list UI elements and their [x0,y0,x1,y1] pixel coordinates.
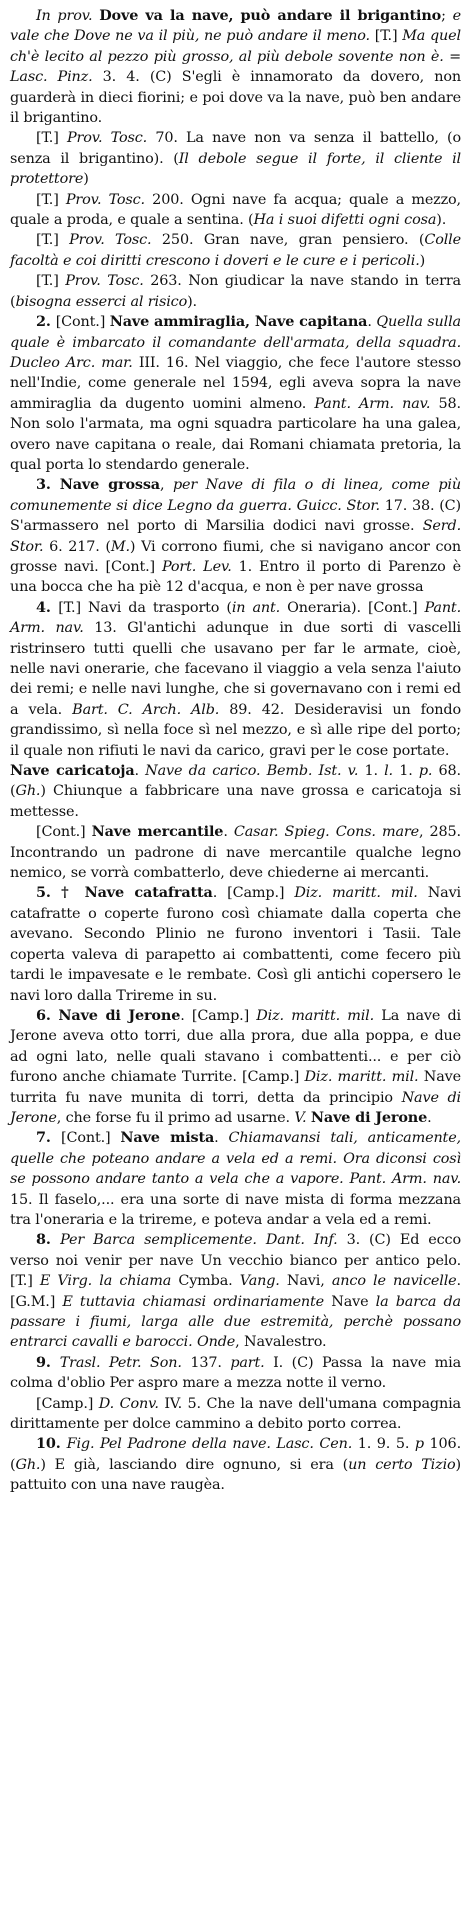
entry-paragraph [10,598,461,761]
body-text: Navi, [279,1273,332,1290]
body-text: ) pattuito con una nave raugèa. [10,1456,462,1494]
italic-text: Per Barca semplicemente. Dant. Inf. [60,1232,338,1249]
italic-text: anco le navicelle [331,1273,457,1290]
body-text: 3. 4. (C) S'egli è innamorato da dovero, non guarderà in dieci fiorini; e poi dove va la nave, può ben andare il brigantino. [10,69,461,127]
entry-paragraph [10,1006,461,1128]
body-text: [Cont.] [55,314,110,331]
body-text: 15. Il faselo,... era una sorte di nave mista di forma mezzana tra l'oneraria e la trireme, e poteva andar a vela ed a remi. [10,1191,461,1228]
italic-text: l. [384,763,393,780]
headword-text: 5. † [36,884,85,902]
body-text: 17. 38. (C) S'armassero nel porto di Marsilia dodici navi grosse. [10,497,461,535]
italic-text: Vang. [239,1273,280,1290]
headword-text: 10. [36,1435,67,1453]
body-text: [T.] Navi da trasporto ( [58,599,232,616]
italic-text: E tuttavia chiamasi ordinariamente [62,1293,325,1310]
italic-text: Gh. [15,783,41,800]
italic-text: per Nave di fila o di linea, come più comunemente si dice Legno da guerra. Guicc. Stor. [10,477,461,514]
body-text: , Navalestro. [235,1334,327,1351]
italic-text: Fig. Pel Padrone della nave. Lasc. Cen. [66,1436,353,1453]
italic-text: Diz. maritt. mil. [256,1007,375,1024]
body-text: [T.] [36,273,66,290]
italic-text: Casar. Spieg. Cons. mare [233,824,419,841]
headword-text: Nave catafratta [84,884,213,902]
headword-text: Nave grossa [59,476,160,494]
italic-text: Bart. C. Arch. Alb. [72,701,220,718]
italic-text: Prov. Tosc. [65,273,144,290]
body-text: ). [187,293,197,310]
body-text: ) Chiunque a fabbricare una nave grossa e caricatoja si mettesse. [10,783,461,820]
body-text: [T.] [370,28,403,45]
italic-text: Gh. [15,1456,41,1473]
body-text: . [134,763,146,780]
body-text: 1. [393,763,419,780]
italic-text: Pant. Arm. nav. [314,395,431,412]
body-text: 70. La nave non va senza il battello, (o senza il brigantino). ( [10,130,462,167]
entry-paragraph [10,128,461,189]
entry-paragraph [10,230,461,271]
entry-paragraph [10,883,461,1005]
italic-text: Serd. Stor. [10,518,461,555]
italic-text: Quella sulla quale è imbarcato il comandante dell'armata, della squadra. Ducleo Arc. mar. [10,314,461,371]
body-text: Navi catafratte o coperte furono così chiamate dalla coperta che avevano. Secondo Plinio ne furono inventori i Tasii. Tale coperta valeva di parapetto ai combattenti, come fecero più tardi le impavesate e le rembate. Così gli antichi copersero le navi loro dalla Trireme in su. [10,885,462,1004]
body-text: ). [436,212,447,229]
body-text: ) Vi corrono fiumi, che si navigano ancor con grosse navi. [Cont.] [10,538,461,575]
body-text: , 285. Incontrando un padrone di nave mercantile qualche legno nemico, se vorrà combatterlo, deve chiederne ai mercanti. [10,824,461,882]
body-text: I. (C) Passa la nave mia colma d'oblio Per aspro mare a mezza notte il verno. [10,1354,461,1392]
body-text: ; [441,8,453,24]
body-text: 1. Entro il porto di Parenzo è una bocca che ha piè 12 d'acqua, e non è per nave grossa [10,558,461,596]
headword-text: 2. [36,313,56,331]
headword-text: 4. [36,598,59,616]
headword-text: 6. [36,1006,59,1024]
body-text: 200. Ogni nave fa acqua; quale a mezzo, quale a proda, e quale a sentina. ( [10,191,461,229]
italic-text: v. [347,763,359,780]
headword-text: Nave caricatoja [10,762,135,780]
body-text: , [159,477,173,494]
entry-paragraph [10,1353,461,1394]
italic-text: in ant. [231,599,281,616]
body-text: Nave [324,1293,376,1310]
headword-text: 3. [36,476,60,494]
italic-text: Port. Lev. [161,558,232,575]
italic-text: Pant. Arm. nav. [10,599,461,637]
italic-text: Chiamavansi tali, anticamente, quelle che poteano andare a vela ed a remi. Ora diconsi così se possono andare tanto a vela che a vapore. Pant. Arm. nav. [10,1130,461,1188]
italic-text: Lasc. Pinz. [10,69,93,86]
body-text: [Cont.] [36,824,92,841]
italic-text: Prov. Tosc. [65,191,145,208]
italic-text: p. [418,763,433,780]
italic-text: Prov. Tosc. [69,232,152,249]
italic-text: Ma quel ch'è lecito al pezzo più grosso, al più debole sovente non è. [10,28,461,65]
entry-paragraph [10,312,461,475]
italic-text: D. Conv. [98,1395,159,1412]
italic-text: Prov. Tosc. [66,130,148,147]
headword-text: 8. [36,1231,61,1249]
italic-text: Diz. maritt. mil. [294,885,418,902]
italic-text: Ha i suoi difetti ogni cosa [253,212,437,229]
italic-text: Nave da carico. Bemb. Ist. [145,763,342,780]
body-text: . [Camp.] [212,885,295,902]
body-text: La nave di Jerone aveva otto torri, due alla prora, due alla poppa, e due ad ogni lato, nelle quali stavano i combattenti... e per ciò furono anche chiamate Turrite. [Camp.] [10,1007,461,1086]
entry-paragraph [10,1434,461,1495]
italic-text: Nave di Jerone [10,1089,461,1126]
headword-text: 7. [36,1129,62,1147]
entry-paragraph [10,271,461,312]
italic-text: e vale che Dove ne va il più, ne può andare il meno. [10,8,461,45]
body-text: . [214,1130,229,1147]
headword-text: Nave di Jerone [310,1108,428,1126]
body-text: Nave turrita fu nave munita di torri, detta da principio [10,1069,461,1106]
italic-text: bisogna esserci al risico [15,293,188,310]
entry-paragraph [10,475,461,597]
body-text: III. 16. Nel viaggio, che fece l'autore stesso nell'Indie, come generale nel 1594, egli aveva sopra la nave ammiraglia da dugento uomini almeno. [10,354,461,412]
italic-text: M. [110,538,130,555]
body-text: 1. [358,763,385,780]
italic-text: E Virg. la chiama [39,1273,172,1290]
body-text: , che forse fu il primo ad usarne. [56,1109,295,1126]
body-text: [Camp.] [36,1395,99,1412]
body-text: . [G.M.] [10,1273,461,1310]
body-text: . [223,824,234,841]
body-text: 13. Gl'antichi adunque in due sorti di vascelli ristrinsero tutti quelli che usavano per far le armate, cioè, nelle navi onerarie, che facevano il viaggio a vela senza l'aiuto dei remi; e nelle navi lunghe, che si governavano con i remi ed a vela. [10,620,461,718]
body-text: [T.] [36,130,67,147]
body-text: Cymba. [171,1273,240,1290]
entry-paragraph [10,822,461,883]
body-text: 6. 217. ( [43,538,111,555]
body-text: ) E già, lasciando dire ognuno, si era ( [40,1456,349,1473]
entry-paragraph [10,1230,461,1352]
italic-text: Colle facoltà e coi diritti crescono i doveri e le cure e i pericoli. [10,232,462,269]
body-text: 250. Gran nave, gran pensiero. ( [151,232,425,249]
body-text: IV. 5. Che la nave dell'umana compagnia dirittamente per dolce cammino a debito porto correa. [10,1395,461,1433]
body-text: 1. 9. 5. [352,1436,415,1453]
italic-text: un certo Tizio [348,1456,456,1473]
body-text: 137. [181,1354,231,1371]
body-text: ) [419,252,426,269]
body-text: . [367,314,377,331]
dictionary-entry-column [10,6,461,1496]
body-text: = [443,48,461,65]
headword-text: Nave mista [120,1129,215,1147]
headword-text: Nave ammiraglia, Nave capitana [109,313,368,331]
italic-text: la barca da passare i fiumi, larga alle due estremità, perchè possano entrarci cavalli e barocci. Onde [10,1293,461,1351]
italic-text: In prov. [36,8,100,24]
body-text: 106. ( [10,1436,461,1473]
entry-paragraph [10,761,461,822]
body-text: 58. Non solo l'armata, ma ogni squadra particolare ha una galea, overo nave capitana o reale, dai Romani chiamata pretoria, la qual porta lo stendardo generale. [10,395,461,473]
body-text: . [427,1109,432,1126]
headword-text: Nave mercantile [91,823,224,841]
body-text: 263. Non giudicar la nave stando in terra ( [10,273,461,310]
body-text: [T.] [36,191,66,208]
body-text: [Cont.] [61,1130,121,1147]
body-text: . [Camp.] [180,1007,257,1024]
entry-paragraph [10,1394,461,1435]
body-text: 3. (C) Ed ecco verso noi venir per nave Un vecchio bianco per antico pelo. [T.] [10,1232,461,1290]
italic-text: p [414,1436,424,1453]
italic-text: Il debole segue il forte, il cliente il protettore [10,150,461,188]
italic-text: V. [294,1109,307,1126]
body-text: Oneraria). [Cont.] [280,599,425,616]
entry-paragraph [10,1128,461,1230]
body-text: 68. ( [10,763,461,800]
headword-text: Dove va la nave, può andare il brigantino [99,7,442,24]
entry-paragraph [10,6,461,128]
headword-text: Nave di Jerone [58,1006,181,1024]
italic-text: Trasl. Petr. Son. [59,1354,182,1371]
body-text: [T.] [36,232,70,249]
italic-text: Diz. maritt. mil. [304,1069,419,1086]
entry-paragraph [10,190,461,231]
body-text: 89. 42. Desideravisi un fondo grandissimo, sì nella foce sì nel mezzo, e sì alle ripe del porto; il quale non rifiuti le navi da carico, gravi per le cose portate. [10,701,461,759]
headword-text: 9. [36,1353,60,1371]
body-text: ) [83,171,89,188]
italic-text: part. [230,1354,265,1371]
